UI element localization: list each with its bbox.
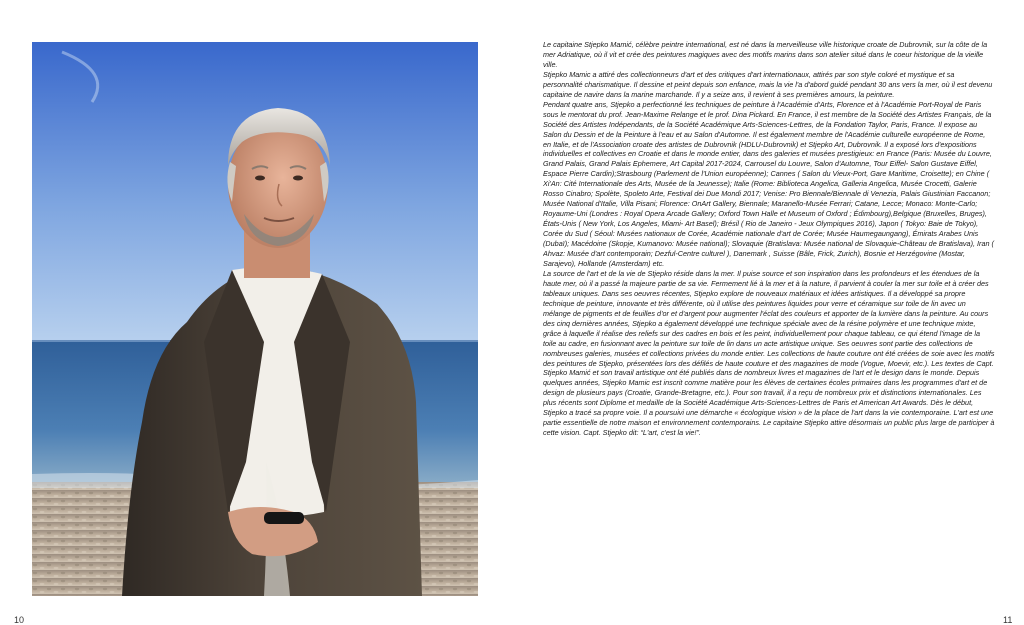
- page-number-left: 10: [14, 615, 25, 625]
- article-paragraph-4: La source de l'art et de la vie de Stjepko réside dans la mer. Il puise source et son inspiration dans les profondeurs et les étendues de la haute mer, où il a passé la majeure partie de sa vie. Fermement lié à la mer et à la nature, il parvient à couler la mer sur toile et à créer des tableaux uniques. Dans ses oeuvres récentes, Stjepko explore de nouveaux matériaux et idées artistiques. Il a développé sa propre technique de peinture, innovante et très différente, où il utilise des peintures liquides pour verre et céramique sur toile de lin avec un mélange de pigments et de feuilles d'or et d'argent pour augmenter l'éclat des couleurs et apporter de la lumière dans la peinture. Au cours des cinq dernières années, Stjepko a également développé une technique spéciale avec de la résine polymère et une technique mixte, grâce à laquelle il réalise des reliefs sur des cadres en bois et les peint, individuellement pour chaque tableau, ce qui étend l'image de la toile au cadre, en fusionnant avec la peinture sur toile de lin dans un acte artistique unique. Ses oeuvres sont partie des collections de nombreuses galeries, musées et collections privées du monde entier. Les collections de haute couture ont été créées de soie avec les motifs des peintures de Stjepko, présentées lors des défilés de haute couture et des magazines de mode (Vogue, Moevir, etc.). Les textes de Capt. Stjepko Mamić et son travail artistique ont été publiés dans de nombreux livres et magazines de l'art et le design dans le monde. Depuis quelques années, Stjepko Mamic est inscrit comme matière pour les élèves de certaines écoles primaires dans les programmes d'art et de design de plusieurs pays (Croatie, Grande-Bretagne, etc.). Pour son travail, il a reçu de nombreux prix et distinctions internationales. Les plus récents sont Diplome et medaille de la Société Académique Arts-Sciences-Lettres de Paris et American Art Awards. Dès le début, Stjepko a tracé sa propre voie. Il a poursuivi une démarche « écologique vision » de la place de l'art dans la vie contemporaine. L'art est une partie essentielle de notre maison et environnement contemporains. Le capitaine Stjepko attire désormais un public plus large de participer à cette vision. Capt. Stjepko dit: “L'art, c'est la vie!”.: [543, 268, 995, 438]
- article-paragraph-3: Pendant quatre ans, Stjepko a perfectionné les techniques de peinture à l'Académie d'Arts, Florence et à l'Académie Port-Royal de Paris sous le mentorat du prof. Jean-Maxime Relange et le prof. Dina Pickard. En France, il est membre de la Société des Artistes Français, de la Société des Artistes Indépendants, de la Société Académique Arts-Sciences-Lettres, de la Fondation Taylor, Paris, France. Il expose au Salon du Dessin et de la Peinture à l'eau et au Salon d'Automne. Il est également membre de l'Académie culturelle européenne de Rome, en Italie, et de l'Association croate des artistes de Dubrovnik (HDLU-Dubrovnik) et Stjepko Art, Dubrovnik. Il a exposé lors d'expositions individuelles et collectives en Croatie et dans le monde entier, dans des galeries et musées prestigieux: en France (Paris: Musée du Louvre, Grand Palais, Grand Palais Ephemere, Art Capital 2017-2024, Carrousel du Louvre, Salon d'Automne, Tour Eiffel- Salon Gustave Eiffel, Espace Pierre Cardin);Strasbourg (Parlement de l'Union européenne); Cannes ( Salon du Vieux-Port, Gare Maritime, Croisette); en Chine ( Xi'An: Cité Internationale des Arts, Musée de la Jeunesse); Italie (Rome: Biblioteca Angelica, Galleria Angelica, Musée Crocetti, Galerie Rosso Cinabro; Spolète, Spoleto Arte, Festival dei Due Mondi 2017; Venise: Pro Biennale/Biennale di Venezia, Palais Giustinian Faccanon; Musée National d'Italie, Villa Pisani; Florence: OnArt Gallery, Biennale; Maranello-Musée Ferrari; Catane, Lecce; Monaco: Monte-Carlo; Royaume-Uni (Londres : Royal Opera Arcade Gallery; Oxford Town Halle et Museum of Oxford ; Édimbourg),Belgique (Bruxelles, Bruges), États-Unis ( New York, Los Angeles, Miami- Art Basel); Brésil ( Rio de Janeiro - Jeux Olympiques 2016), Japon ( Tokyo: Baie de Tokyo), Corée du Sud ( Séoul: Musées nationaux de Corée, Académie nationale d'art de Corée; Musée Haumegaungang), Émirats Arabes Unis (Dubaï); Macédoine (Skopje, Kumanovo: Musée national); Slovaquie (Bratislava: Musée national de Slovaquie-Château de Bratislava), Iran ( Ahvaz: Musée d'art contemporain; Dezful-Centre culturel ), Danemark , Suisse (Bâle, Frick, Zurich), Bosnie et Herzégovine (Mostar, Sarajevo), Hollande (Amsterdam) etc.: [543, 99, 994, 268]
- portrait-photo: [32, 42, 478, 596]
- article-paragraph-1: Le capitaine Stjepko Mamić, célèbre peintre international, est né dans la merveilleuse ville historique croate de Dubrovnik, sur la côte de la mer Adriatique, où il vit et crée des peintures magiques avec des motifs marins dans son atelier situé dans le coeur historique de la vieille ville.: [543, 40, 988, 69]
- article-paragraph-2: Stjepko Mamic a attiré des collectionneurs d'art et des critiques d'art internationaux, attirés par son style coloré et mystique et sa personnalité charismatique. Il dessine et peint depuis son enfance, mais la vie l'a d'abord guidé pendant 30 ans vers la mer, où il est devenu capitaine de navire dans la marine marchande. Il y a seize ans, il revient à ses premières amours, la peinture.: [543, 69, 993, 99]
- page-number-right: 11: [1003, 615, 1013, 625]
- article-text: [543, 40, 995, 598]
- portrait-photo-icon: [32, 42, 478, 596]
